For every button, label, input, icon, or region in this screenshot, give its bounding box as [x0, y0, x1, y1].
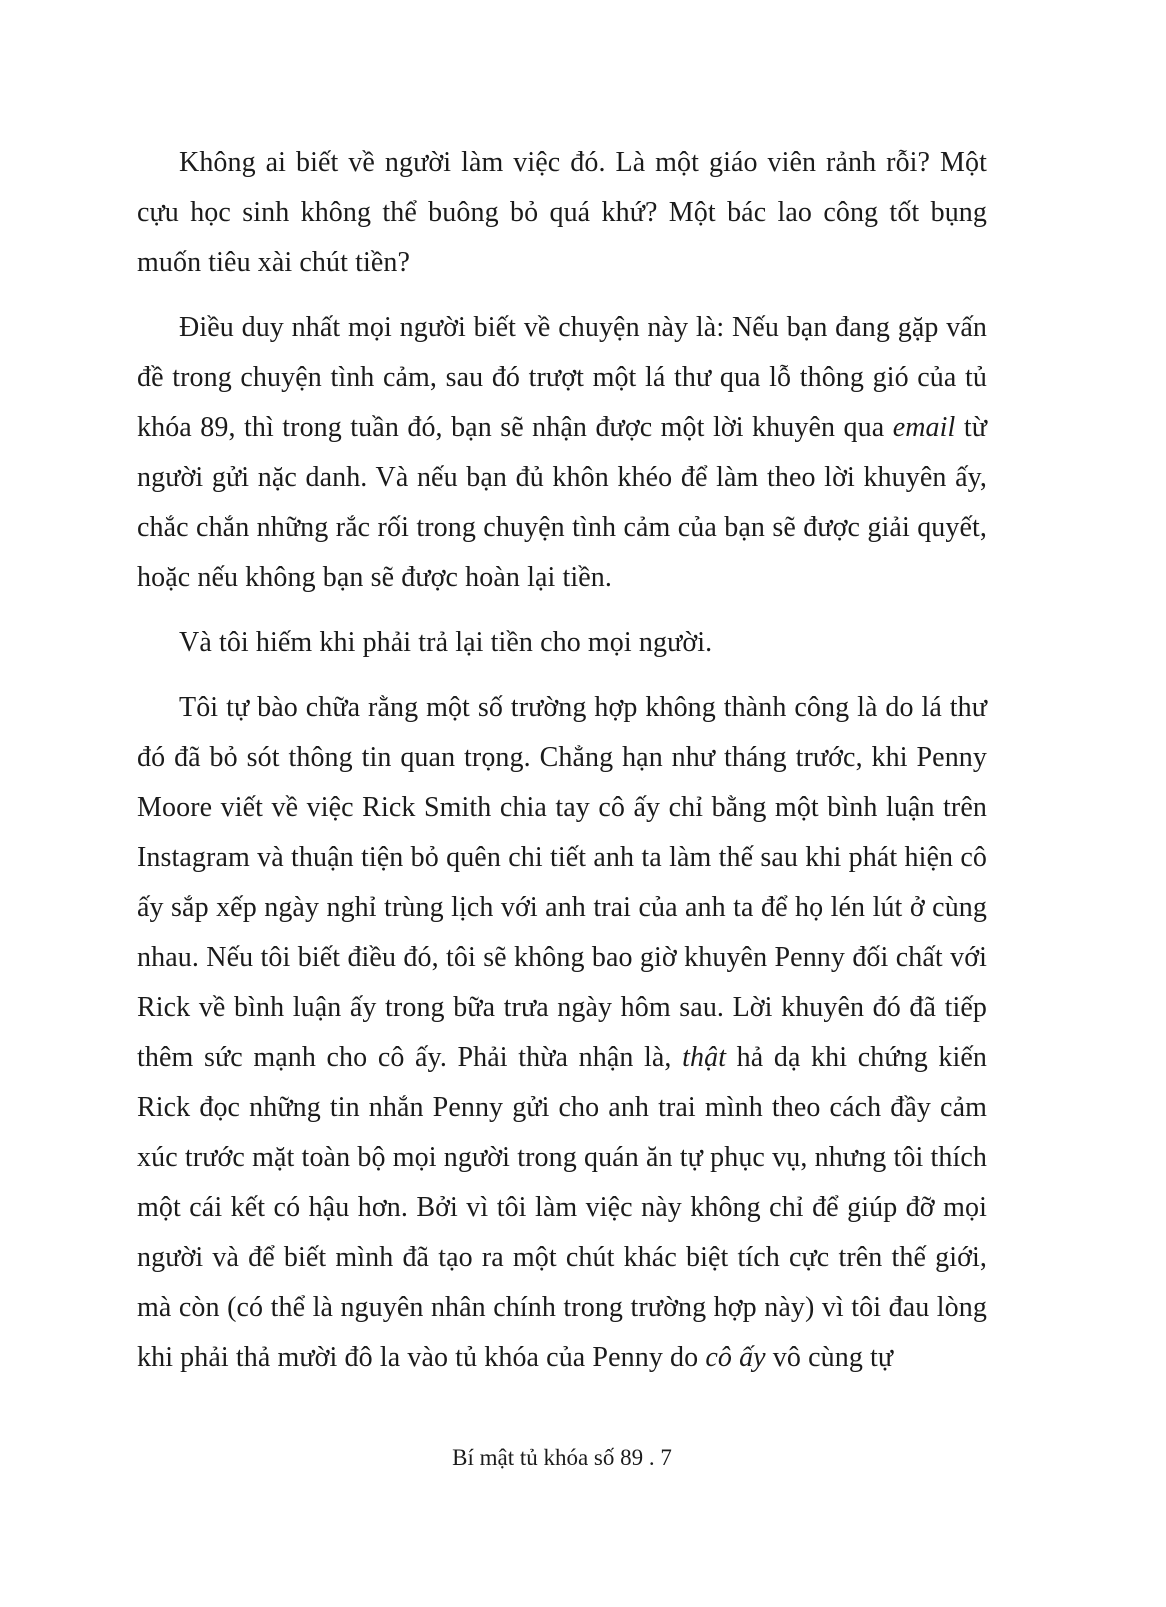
paragraph: [137, 138, 987, 288]
page-footer: [137, 1443, 987, 1473]
text-run: Không ai biết về người làm việc đó. Là một giáo viên rảnh rỗi? Một cựu học sinh không thể buông bỏ quá khứ? Một bác lao công tốt bụng muốn tiêu xài chút tiền?: [137, 147, 987, 278]
text-run: Tôi tự bào chữa rằng một số trường hợp không thành công là do lá thư đó đã bỏ sót thông tin quan trọng. Chẳng hạn như tháng trước, khi Penny Moore viết về việc Rick Smith chia tay cô ấy chỉ bằng một bình luận trên Instagram và thuận tiện bỏ quên chi tiết anh ta làm thế sau khi phát hiện cô ấy sắp xếp ngày nghỉ trùng lịch với anh trai của anh ta để họ lén lút ở cùng nhau. Nếu tôi biết điều đó, tôi sẽ không bao giờ khuyên Penny đối chất với Rick về bình luận ấy trong bữa trưa ngày hôm sau. Lời khuyên đó đã tiếp thêm sức mạnh cho cô ấy. Phải thừa nhận là,: [137, 692, 987, 1073]
text-run: thật: [682, 1042, 727, 1073]
text-block: [137, 138, 987, 1398]
footer-separator: .: [643, 1445, 661, 1470]
text-run: Và tôi hiếm khi phải trả lại tiền cho mọi người.: [179, 627, 713, 658]
paragraph: [137, 618, 987, 668]
running-title: Bí mật tủ khóa số 89: [452, 1445, 644, 1470]
text-run: email: [892, 412, 956, 443]
page-number: 7: [660, 1445, 672, 1470]
paragraph: [137, 683, 987, 1383]
text-run: hả dạ khi chứng kiến Rick đọc những tin nhắn Penny gửi cho anh trai mình theo cách đầy cảm xúc trước mặt toàn bộ mọi người trong quán ăn tự phục vụ, nhưng tôi thích một cái kết có hậu hơn. Bởi vì tôi làm việc này không chỉ để giúp đỡ mọi người và để biết mình đã tạo ra một chút khác biệt tích cực trên thế giới, mà còn (có thể là nguyên nhân chính trong trường hợp này) vì tôi đau lòng khi phải thả mười đô la vào tủ khóa của Penny do: [137, 1042, 987, 1373]
text-run: Điều duy nhất mọi người biết về chuyện này là: Nếu bạn đang gặp vấn đề trong chuyện tình cảm, sau đó trượt một lá thư qua lỗ thông gió của tủ khóa 89, thì trong tuần đó, bạn sẽ nhận được một lời khuyên qua: [137, 312, 987, 443]
text-run: cô ấy: [705, 1342, 766, 1373]
text-run: vô cùng tự: [765, 1342, 894, 1373]
text-run: từ người gửi nặc danh. Và nếu bạn đủ khôn khéo để làm theo lời khuyên ấy, chắc chắn những rắc rối trong chuyện tình cảm của bạn sẽ được giải quyết, hoặc nếu không bạn sẽ được hoàn lại tiền.: [137, 412, 987, 593]
paragraph: [137, 303, 987, 603]
